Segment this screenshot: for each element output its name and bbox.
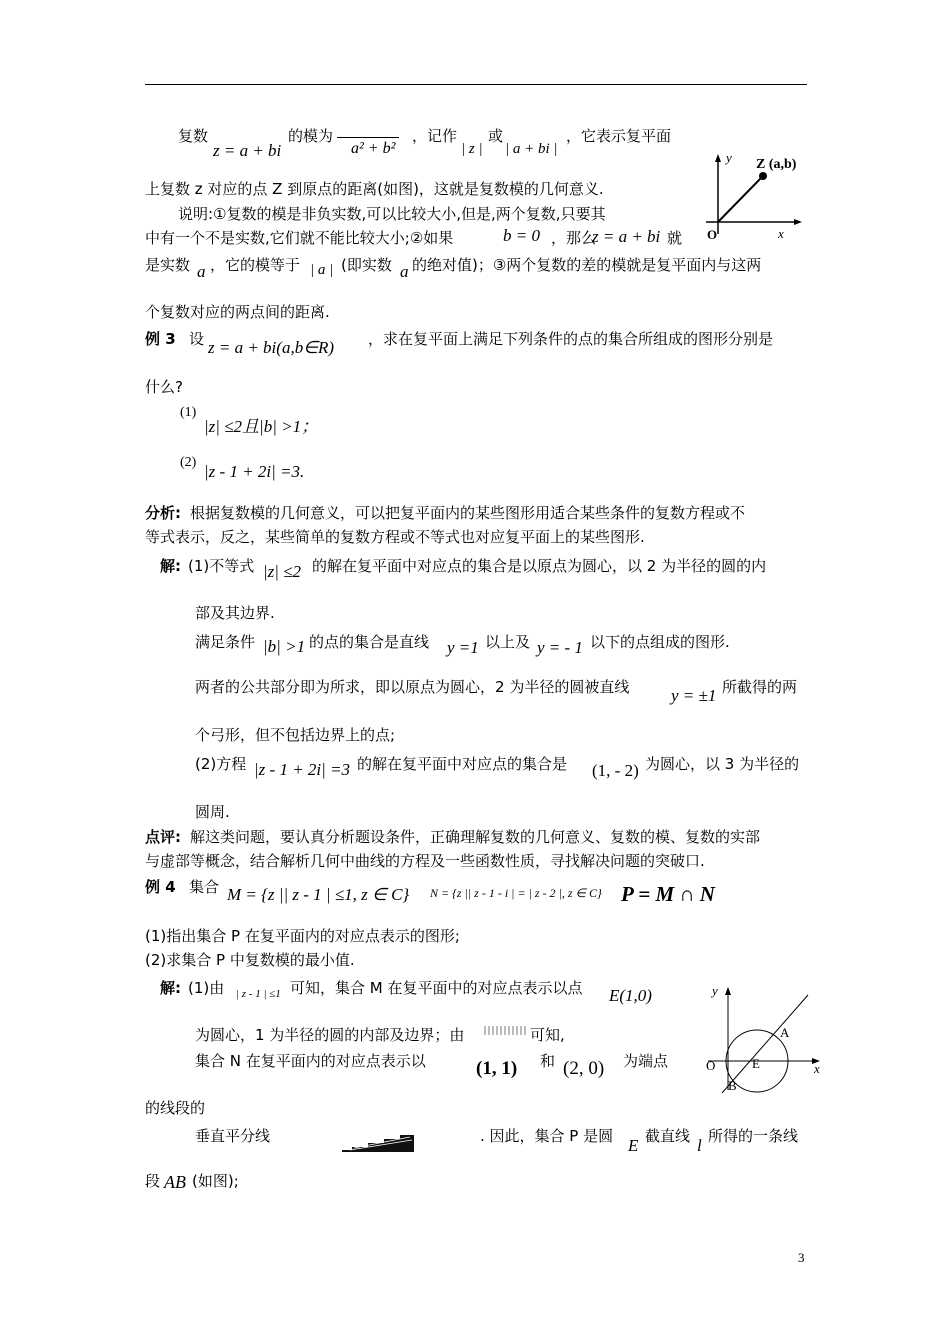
intro-text: (即实数 [341, 256, 392, 274]
intro-text: 说明:①复数的模是非负实数,可以比较大小,但是,两个复数,只要其 [178, 205, 606, 223]
solution-text: 的线段的 [145, 1099, 206, 1117]
point-formula: (1, 1) [476, 1058, 518, 1079]
y-label: y [712, 983, 718, 998]
example-text: ，求在复平面上满足下列条件的点的集合所组成的图形分别是 [368, 330, 774, 348]
x-arrow-icon [794, 219, 802, 225]
intro-text: 就 [667, 229, 683, 247]
solution-text: 为圆心，以 3 为半径的 [645, 755, 800, 773]
formula: | a + bi | [505, 141, 558, 157]
circle-line-figure [700, 975, 825, 1093]
point-e-label: E [752, 1056, 760, 1071]
intro-text: 的绝对值)；③两个复数的差的模就是复平面内与这两 [412, 256, 762, 274]
origin-label: O [706, 1058, 716, 1073]
solution-text: (1)由 [188, 979, 225, 997]
example-text: 集合 [189, 878, 220, 896]
intro-text: 中有一个不是实数,它们就不能比较大小;②如果 [145, 229, 454, 247]
solution-text: 为圆心，1 为半径的圆的内部及边界；由 [195, 1026, 465, 1044]
point-a-label: A [780, 1025, 790, 1040]
intro-text: ，那么 [551, 229, 597, 247]
formula: z = a + bi [592, 227, 661, 246]
formula: E(1,0) [609, 986, 652, 1005]
solution-label: 解: [160, 979, 181, 997]
solution-text: 个弓形，但不包括边界上的点; [195, 726, 396, 744]
solution-text: 满足条件 [195, 633, 256, 651]
formula: | a | [310, 262, 334, 278]
solution-text: 截直线 [645, 1127, 691, 1145]
solution-text: 和 [540, 1052, 556, 1070]
formula: a [400, 262, 409, 281]
question-number: (1) [180, 405, 197, 420]
set-m-formula: M = {z || z - 1 | ≤1, z ∈ C} [227, 885, 410, 904]
solution-text: 的解在复平面中对应点的集合是 [357, 755, 568, 773]
solution-text: 可知，集合 M 在复平面中的对应点表示以点 [290, 979, 583, 997]
point-formula: (2, 0) [563, 1058, 605, 1079]
intro-text: 个复数对应的两点间的距离. [145, 303, 330, 321]
z-label: Z (a,b) [756, 157, 797, 172]
solution-text: 垂直平分线 [195, 1127, 271, 1145]
formula: y = - 1 [537, 638, 583, 657]
solution-text: (2)方程 [195, 755, 247, 773]
example-question: (1)指出集合 P 在复平面内的对应点表示的图形; [145, 927, 460, 945]
intro-text: 的模为 [288, 127, 334, 145]
intro-text: ，它的模等于 [210, 256, 301, 274]
header-rule [145, 84, 807, 85]
y-label: y [726, 150, 732, 165]
intro-text: 上复数 z 对应的点 Z 到原点的距离(如图)，这就是复数模的几何意义. [145, 180, 604, 198]
solution-text: (1)不等式 [188, 557, 255, 575]
formula: z = a + bi(a,b∈R) [208, 338, 335, 357]
solution-text: 所截得的两 [722, 678, 798, 696]
point-b-label: B [728, 1078, 737, 1093]
complex-plane-figure [690, 148, 810, 243]
solution-text: 段 [145, 1172, 161, 1190]
analysis-label: 分析: [145, 504, 181, 522]
sqrt-formula: a² + b² [337, 137, 399, 158]
modulus-segment [718, 176, 763, 222]
set-p-formula: P = M ∩ N [621, 882, 715, 906]
solution-text: 可知, [530, 1026, 565, 1044]
formula-image [340, 1131, 416, 1153]
solution-text: 的解在复平面中对应点的集合是以原点为圆心，以 2 为半径的圆的内 [312, 557, 767, 575]
formula: | z | [461, 141, 483, 157]
origin-label: O [707, 227, 718, 242]
intro-text: ，记作 [412, 127, 458, 145]
solution-text: 部及其边界. [195, 604, 275, 622]
example-text: 什么? [145, 378, 183, 396]
formula: |z - 1 + 2i| =3 [254, 760, 351, 779]
y-arrow-icon [715, 154, 721, 162]
intro-text: 是实数 [145, 256, 191, 274]
intro-text: ，它表示复平面 [566, 127, 672, 145]
intro-text: 复数 [178, 127, 209, 145]
comment-text: 与虚部等概念，结合解析几何中曲线的方程及一些函数性质，寻找解决问题的突破口. [145, 852, 705, 870]
formula: |b| >1 [263, 637, 306, 656]
intro-text: 或 [488, 127, 504, 145]
example-text: 设 [189, 330, 205, 348]
formula: l [697, 1136, 702, 1155]
formula: b = 0 [503, 226, 540, 245]
solution-text: 集合 N 在复平面内的对应点表示以 [195, 1052, 426, 1070]
question-formula: |z| ≤2且|b| >1； [204, 417, 319, 436]
analysis-text: 等式表示，反之，某些简单的复数方程或不等式也对应复平面上的某些图形. [145, 528, 645, 546]
formula: z = a + bi [213, 141, 282, 160]
solution-text: 以上及 [485, 633, 531, 651]
solution-text: 为端点 [623, 1052, 669, 1070]
solution-text: (如图); [192, 1172, 239, 1190]
formula: | z - 1 | ≤1 [236, 988, 281, 1000]
example-question: (2)求集合 P 中复数模的最小值. [145, 951, 355, 969]
solution-text: 两者的公共部分即为所求，即以原点为圆心，2 为半径的圆被直线 [195, 678, 630, 696]
comment-label: 点评: [145, 828, 181, 846]
formula: |z| ≤2 [263, 562, 302, 581]
x-label: x [814, 1061, 820, 1076]
example-label: 例 3 [145, 330, 176, 348]
formula: a [197, 262, 206, 281]
question-formula: |z - 1 + 2i| =3. [204, 462, 305, 481]
y-arrow-icon [725, 987, 731, 995]
point-z [759, 172, 767, 180]
solution-text: 的点的集合是直线 [309, 633, 430, 651]
page-number: 3 [798, 1250, 805, 1265]
solution-text: 圆周. [195, 803, 230, 821]
set-n-formula: N = {z || z - 1 - i | = | z - 2 |, z ∈ C} [430, 886, 602, 900]
x-label: x [778, 226, 784, 241]
formula: E [628, 1136, 639, 1155]
analysis-text: 根据复数模的几何意义，可以把复平面内的某些图形用适合某些条件的复数方程或不 [190, 504, 746, 522]
question-number: (2) [180, 455, 197, 470]
solution-text: 以下的点组成的图形. [590, 633, 730, 651]
solution-text: . 因此，集合 P 是圆 [480, 1127, 614, 1145]
formula: AB [164, 1172, 186, 1192]
solution-text: 所得的一条线 [708, 1127, 799, 1145]
small-formula-image [484, 1026, 528, 1035]
formula: y =1 [447, 638, 479, 657]
formula: y = ±1 [671, 686, 717, 705]
formula: (1, - 2) [592, 761, 639, 780]
solution-label: 解: [160, 557, 181, 575]
example-label: 例 4 [145, 878, 176, 896]
comment-text: 解这类问题，要认真分析题设条件，正确理解复数的几何意义、复数的模、复数的实部 [190, 828, 761, 846]
